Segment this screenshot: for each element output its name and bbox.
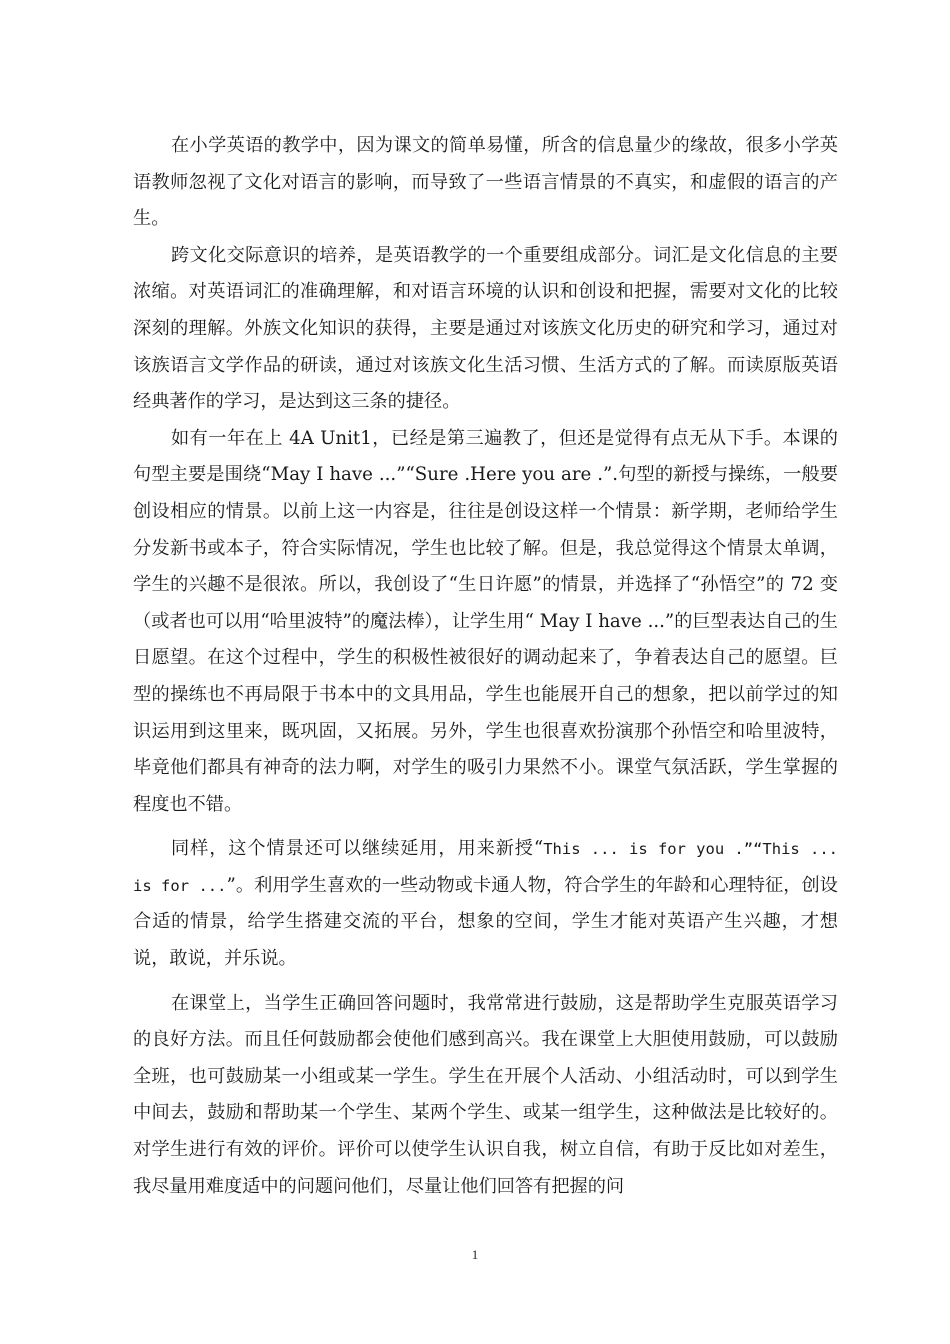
paragraph-text-before: 同样，这个情景还可以继续延用，用来新授“	[171, 838, 544, 860]
paragraph-encouragement: 在课堂上，当学生正确回答问题时，我常常进行鼓励，这是帮助学生克服英语学习的良好方法。而且任何鼓励都会使他们感到高兴。我在课堂上大胆使用鼓励，可以鼓励全班，也可鼓励某一小组或某一学生。学生在开展个人活动、小组活动时，可以到学生中间去，鼓励和帮助某一个学生、某两个学生、或某一组学生，这种做法是比较好的。对学生进行有效的评价。评价可以使学生认识自我，树立自信，有助于反比如对差生，我尽量用难度适中的问题问他们，尽量让他们回答有把握的问	[133, 992, 838, 1197]
paragraph-cross-cultural: 跨文化交际意识的培养，是英语教学的一个重要组成部分。词汇是文化信息的主要浓缩。对英语词汇的准确理解，和对语言环境的认识和创设和把握，需要对文化的比较深刻的理解。外族文化知识的获得，主要是通过对该族文化历史的研究和学习，通过对该族语言文学作品的研读，通过对该族文化生活习惯、生活方式的了解。而读原版英语经典著作的学习，是达到这三条的捷径。	[133, 244, 838, 413]
paragraph-text-after: ”。利用学生喜欢的一些动物或卡通人物，符合学生的年龄和心理特征，创设合适的情景，给学生搭建交流的平台，想象的空间，学生才能对英语产生兴趣，才想说，敢说，并乐说。	[133, 874, 838, 970]
page-number: 1	[471, 1247, 479, 1262]
paragraph-this-is-for-you	[133, 831, 838, 977]
paragraph-4a-unit1: 如有一年在上 4A Unit1，已经是第三遍教了，但还是觉得有点无从下手。本课的句型主要是围绕“May I have ...”“Sure .Here you are .”.句型的新授与操练，一般要创设相应的情景。以前上这一内容是，往往是创设这样一个情景：新学期，老师给学生分发新书或本子，符合实际情况，学生也比较了解。但是，我总觉得这个情景太单调，学生的兴趣不是很浓。所以，我创设了“生日许愿”的情景，并选择了“孙悟空”的 72 变（或者也可以用“哈里波特”的魔法棒），让学生用“ May I have ...”的巨型表达自己的生日愿望。在这个过程中，学生的积极性被很好的调动起来了，争着表达自己的愿望。巨型的操练也不再局限于书本中的文具用品，学生也能展开自己的想象，把以前学过的知识运用到这里来，既巩固，又拓展。另外，学生也很喜欢扮演那个孙悟空和哈里波特，毕竟他们都具有神奇的法力啊，对学生的吸引力果然不小。课堂气氛活跃，学生掌握的程度也不错。	[133, 427, 838, 815]
document-page	[133, 128, 838, 1205]
paragraph-code-text: This ... is for you .”“This ... is for ...	[133, 840, 838, 895]
paragraph-culture-neglect: 在小学英语的教学中，因为课文的简单易懂，所含的信息量少的缘故，很多小学英语教师忽视了文化对语言的影响，而导致了一些语言情景的不真实，和虚假的语言的产生。	[133, 135, 838, 230]
